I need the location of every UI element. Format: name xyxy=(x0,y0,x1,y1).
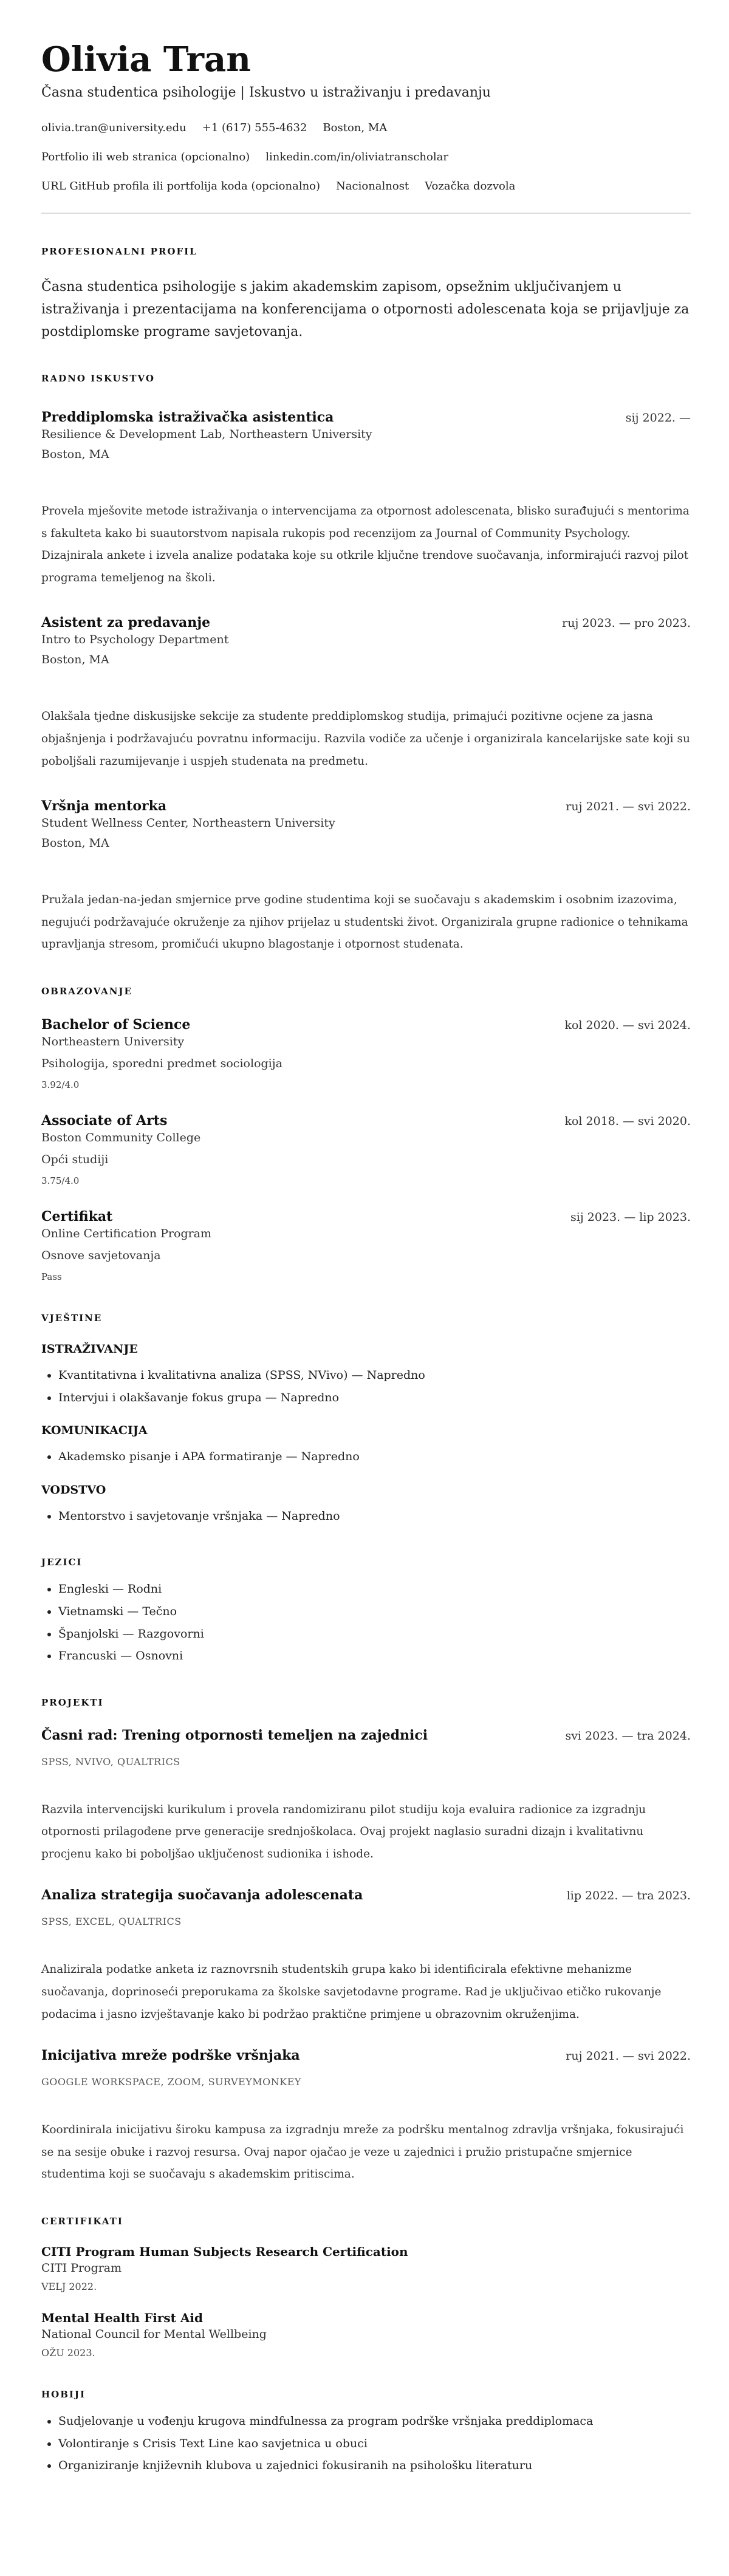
job-organization: Student Wellness Center, Northeastern University xyxy=(41,816,335,830)
project-entry xyxy=(41,2047,691,2186)
experience-section xyxy=(41,372,691,956)
job-organization: Resilience & Development Lab, Northeastern University xyxy=(41,428,372,441)
entry-header xyxy=(41,2047,691,2065)
job-dates: sij 2022. — xyxy=(625,411,691,425)
job-location: Boston, MA xyxy=(41,836,109,850)
job-title: Vršnja mentorka xyxy=(41,798,167,815)
skill-category: KOMUNIKACIJA xyxy=(41,1424,148,1438)
project-entry xyxy=(41,1727,691,1866)
education-dates: kol 2020. — svi 2024. xyxy=(564,1018,691,1032)
headline: Časna studentica psihologije | Iskustvo u istraživanju i predavanju xyxy=(41,85,491,100)
job-description: Provela mješovite metode istraživanja o intervencijama za otpornost adolescenata, blisko surađujući s mentorima s fakulteta kako bi suautorstvom napisala rukopis pod recenzijom za Journal of Community Psychology. Dizajnirala ankete i izvela analize podataka koje su otkrile ključne trendove suočavanja, informirajući razvoj pilot programa temeljenog na školi. xyxy=(41,505,690,584)
institution: Northeastern University xyxy=(41,1034,185,1048)
portfolio-link[interactable]: Portfolio ili web stranica (opcionalno) xyxy=(41,151,250,163)
certificate-entry xyxy=(41,2309,691,2359)
section-heading: VJEŠTINE xyxy=(41,1312,103,1324)
project-technologies: SPSS, EXCEL, QUALTRICS xyxy=(41,1916,182,1928)
project-title: Inicijativa mreže podrške vršnjaka xyxy=(41,2048,300,2064)
job-location: Boston, MA xyxy=(41,653,109,667)
candidate-name: Olivia Tran xyxy=(41,39,252,80)
contact-row xyxy=(41,149,691,165)
section-heading: PROJEKTI xyxy=(41,1696,104,1708)
projects-section xyxy=(41,1696,691,2186)
languages-section xyxy=(41,1556,691,1667)
project-title: Analiza strategija suočavanja adolescenata xyxy=(41,1887,363,1904)
job-entry xyxy=(41,614,691,773)
certificate-title: CITI Program Human Subjects Research Certification xyxy=(41,2244,408,2260)
certificate-date: OŽU 2023. xyxy=(41,2347,95,2359)
section-heading: JEZICI xyxy=(41,1557,83,1568)
header-divider xyxy=(41,213,691,214)
email-link[interactable]: olivia.tran@university.edu xyxy=(41,121,187,134)
entry-header xyxy=(41,1016,691,1034)
section-heading: RADNO ISKUSTVO xyxy=(41,373,155,384)
job-dates: ruj 2023. — pro 2023. xyxy=(562,617,691,630)
certificate-issuer: CITI Program xyxy=(41,2261,122,2275)
institution: Online Certification Program xyxy=(41,1226,212,1240)
institution: Boston Community College xyxy=(41,1130,201,1144)
degree-title: Bachelor of Science xyxy=(41,1016,191,1033)
section-heading: HOBIJI xyxy=(41,2389,86,2400)
section-heading: CERTIFIKATI xyxy=(41,2216,123,2227)
github-link[interactable]: URL GitHub profila ili portfolija koda (opcionalno) xyxy=(41,180,321,193)
location: Boston, MA xyxy=(323,121,388,134)
language-item: • Španjolski — Razgovorni xyxy=(58,1623,691,1645)
job-title: Preddiplomska istraživačka asistentica xyxy=(41,409,334,425)
entry-header xyxy=(41,409,691,426)
education-dates: sij 2023. — lip 2023. xyxy=(570,1210,691,1224)
education-dates: kol 2018. — svi 2020. xyxy=(564,1114,691,1128)
hobby-item: • Organiziranje književnih klubova u zajednici fokusiranih na psihološku literaturu xyxy=(58,2455,691,2477)
project-description: Razvila intervencijski kurikulum i provela randomiziranu pilot studiju koja evaluira radionice za izgradnju otpornosti prilagođene prve generacije srednjoškolaca. Ovaj projekt naglasio suradni dizajn i kvalitativnu procjenu kako bi poboljšao uključenost sudionika i ishode. xyxy=(41,1803,646,1860)
profile-summary: Časna studentica psihologije s jakim akademskim zapisom, opsežnim uključivanjem u istraživanja i prezentacijama na konferencijama o otpornosti adolescenata koja se prijavljuje za postdiplomske programe savjetovanja. xyxy=(41,279,690,340)
skill-item: • Intervjui i olakšavanje fokus grupa — Napredno xyxy=(58,1387,691,1409)
entry-header xyxy=(41,1887,691,1904)
certificate-issuer: National Council for Mental Wellbeing xyxy=(41,2328,267,2342)
field-of-study: Osnove savjetovanja xyxy=(41,1248,161,1262)
entry-header xyxy=(41,798,691,815)
project-technologies: GOOGLE WORKSPACE, ZOOM, SURVEYMONKEY xyxy=(41,2076,301,2088)
project-dates: lip 2022. — tra 2023. xyxy=(566,1889,691,1903)
profile-section xyxy=(41,245,691,343)
language-list xyxy=(41,1578,691,1667)
certificate-date: VELJ 2022. xyxy=(41,2281,97,2293)
hobby-item: • Sudjelovanje u vođenju krugova mindfulnessa za program podrške vršnjaka preddiplomaca xyxy=(58,2410,691,2433)
skill-item: • Mentorstvo i savjetovanje vršnjaka — Napredno xyxy=(58,1505,691,1528)
job-entry xyxy=(41,409,691,589)
skill-category: ISTRAŽIVANJE xyxy=(41,1342,138,1356)
language-item: • Vietnamski — Tečno xyxy=(58,1601,691,1623)
resume-header xyxy=(41,40,691,194)
certificate-entry xyxy=(41,2243,691,2293)
skill-category: VODSTVO xyxy=(41,1483,106,1497)
job-organization: Intro to Psychology Department xyxy=(41,633,229,647)
education-entry xyxy=(41,1208,691,1283)
field-of-study: Opći studiji xyxy=(41,1152,109,1166)
education-section xyxy=(41,985,691,1283)
education-entry xyxy=(41,1016,691,1091)
project-description: Koordinirala inicijativu široku kampusa za izgradnju mreže za podršku mentalnog zdravlja vršnjaka, fokusirajući se na sesije obuke i razvoj resursa. Ovaj napor ojačao je veze u zajednici i pružio pristupačne smjernice studentima koji se suočavaju s akademskim pritiscima. xyxy=(41,2123,684,2181)
entry-header xyxy=(41,614,691,632)
language-item: • Francuski — Osnovni xyxy=(58,1645,691,1667)
grade: 3.92/4.0 xyxy=(41,1079,80,1090)
grade: 3.75/4.0 xyxy=(41,1175,80,1186)
job-dates: ruj 2021. — svi 2022. xyxy=(566,800,691,814)
job-title: Asistent za predavanje xyxy=(41,615,211,631)
contact-row xyxy=(41,120,691,136)
contact-row xyxy=(41,179,691,194)
job-location: Boston, MA xyxy=(41,448,109,461)
hobby-list xyxy=(41,2410,691,2477)
project-description: Analizirala podatke anketa iz raznovrsnih studentskih grupa kako bi identificirala efektivne mehanizme suočavanja, doprinoseći preporukama za školske savjetodavne programe. Rad je uključivao etičko rukovanje podacima i jasno izvještavanje kako bi podržao praktične primjene u obrazovnim okruženjima. xyxy=(41,1963,662,2021)
skill-list xyxy=(41,1364,691,1409)
certificate-title: Mental Health First Aid xyxy=(41,2311,203,2326)
education-entry xyxy=(41,1112,691,1187)
entry-header xyxy=(41,1208,691,1226)
job-description: Pružala jedan-na-jedan smjernice prve godine studentima koji se suočavaju s akademskim i osobnim izazovima, negujući podržavajuće okruženje za njihov prijelaz u studentski život. Organizirala grupne radionice o tehnikama upravljanja stresom, promičući ukupno blagostanje i otpornost studenata. xyxy=(41,893,688,951)
skill-item: • Akademsko pisanje i APA formatiranje — Napredno xyxy=(58,1446,691,1468)
skills-section xyxy=(41,1312,691,1527)
phone: +1 (617) 555-4632 xyxy=(202,121,307,134)
skill-list xyxy=(41,1505,691,1528)
hobbies-section xyxy=(41,2388,691,2477)
job-entry xyxy=(41,798,691,956)
degree-title: Associate of Arts xyxy=(41,1112,168,1129)
job-description: Olakšala tjedne diskusijske sekcije za studente preddiplomskog studija, primajući pozitivne ocjene za jasna objašnjenja i podržavajuću povratnu informaciju. Razvila vodiče za učenje i organizirala kancelarijske sate koji su poboljšali razumijevanje i uspjeh studenata na predmetu. xyxy=(41,710,690,768)
driving-license: Vozačka dozvola xyxy=(425,180,516,193)
skill-item: • Kvantitativna i kvalitativna analiza (SPSS, NVivo) — Napredno xyxy=(58,1364,691,1387)
section-heading: OBRAZOVANJE xyxy=(41,985,132,997)
grade: Pass xyxy=(41,1271,62,1282)
degree-title: Certifikat xyxy=(41,1208,113,1225)
skill-list xyxy=(41,1446,691,1468)
language-item: • Engleski — Rodni xyxy=(58,1578,691,1601)
project-entry xyxy=(41,1887,691,2026)
linkedin-link[interactable]: linkedin.com/in/oliviatranscholar xyxy=(265,151,448,163)
hobby-item: • Volontiranje s Crisis Text Line kao savjetnica u obuci xyxy=(58,2433,691,2455)
project-title: Časni rad: Trening otpornosti temeljen na zajednici xyxy=(41,1727,428,1743)
project-dates: ruj 2021. — svi 2022. xyxy=(566,2049,691,2063)
project-technologies: SPSS, NVIVO, QUALTRICS xyxy=(41,1755,180,1768)
certificates-section xyxy=(41,2215,691,2359)
entry-header xyxy=(41,1112,691,1130)
project-dates: svi 2023. — tra 2024. xyxy=(565,1729,691,1743)
nationality: Nacionalnost xyxy=(336,180,409,193)
field-of-study: Psihologija, sporedni predmet sociologija xyxy=(41,1056,282,1070)
section-heading: PROFESIONALNI PROFIL xyxy=(41,246,197,257)
entry-header xyxy=(41,1727,691,1744)
